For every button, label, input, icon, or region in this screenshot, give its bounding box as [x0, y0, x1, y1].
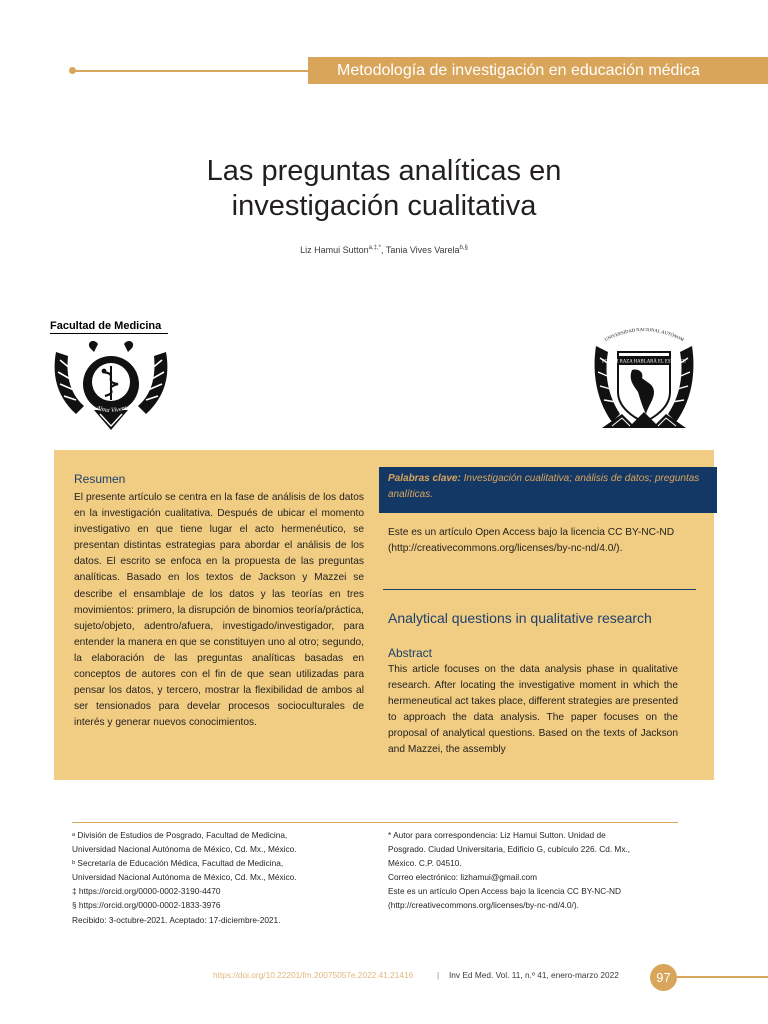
footnote-line: ᵇ Secretaría de Educación Médica, Facultad de Medicina,: [72, 858, 284, 869]
footer-separator: |: [437, 970, 440, 980]
footnote-line: Recibido: 3-octubre-2021. Aceptado: 17-diciembre-2021.: [72, 914, 281, 925]
page-number: 97: [650, 964, 677, 991]
footnote-line: (http://creativecommons.org/licenses/by-nc-nd/4.0/).: [388, 900, 579, 911]
author-list: [0, 245, 768, 255]
keywords-label: Palabras clave:: [388, 473, 461, 484]
section-divider: [383, 589, 696, 590]
abstract-heading: Abstract: [388, 646, 433, 660]
keywords-text: Investigación cualitativa; análisis de datos; preguntas analíticas.: [388, 473, 700, 500]
correspondence-notes: [388, 828, 688, 913]
header-rule: [72, 70, 308, 72]
title-line-2: investigación cualitativa: [231, 190, 537, 222]
footnote-line: * Autor para correspondencia: Liz Hamui Sutton. Unidad de: [388, 830, 606, 840]
unam-motto: POR MI RAZA HABLARÁ EL ESPÍRITU: [602, 359, 686, 365]
author-name: Tania Vives Varela: [385, 245, 460, 255]
faculty-logo-label: Facultad de Medicina: [50, 320, 168, 334]
abstract-text: This article focuses on the data analysis phase in qualitative research. After locating the investigative moment in which the hermeneutical act takes place, different strategies are presented to approach the data analysis. The paper focuses on the proposal of analytical questions. Based on the texts of Jackson and Mazzei, the assembly: [388, 664, 678, 756]
faculty-motto: Alma Vivens: [95, 404, 129, 415]
journal-citation: Inv Ed Med. Vol. 11, n.º 41, enero-marzo 2022: [449, 970, 619, 980]
unam-crest: [592, 322, 696, 440]
footnote-line: Este es un artículo Open Access bajo la licencia CC BY-NC-ND: [388, 886, 622, 897]
footnote-rule: [72, 822, 678, 823]
eagle-caduceus-icon: [50, 334, 172, 438]
author-separator: ,: [380, 245, 386, 255]
footnote-line: ᵃ División de Estudios de Posgrado, Facultad de Medicina,: [72, 830, 288, 840]
title-line-1: Las preguntas analíticas en: [206, 155, 562, 187]
footnote-line: ‡ https://orcid.org/0000-0002-3190-4470: [72, 886, 221, 897]
footnote-line: Universidad Nacional Autónoma de México, Cd. Mx., México.: [72, 872, 297, 883]
resumen-heading: Resumen: [74, 472, 126, 486]
footnote-line: México. C.P. 04510.: [388, 858, 462, 869]
author-marks: b,§: [459, 245, 468, 251]
page-footer: [0, 965, 768, 989]
footnote-line: Posgrado. Ciudad Universitaria, Edificio G, cubículo 226. Cd. Mx.,: [388, 844, 631, 855]
keywords-box: [379, 467, 717, 513]
resumen-text: El presente artículo se centra en la fase de análisis de los datos en la investigación cualitativa. Después de ubicar el momento investigativo en que tiene lugar el acto hermenéutico, se presentan distintas estrategias para abordar el análisis de los datos. El escrito se enfoca en la propuesta de las preguntas analíticas. Basado en los textos de Jackson y Mazzei se describe el ensamblaje de los datos y las teorías en tres movimientos: primero, la disrupción de binomios teoría/práctica, sujeto/objeto, adentro/afuera, investigado/investigador, para entender la manera en que se constituyen uno al otro; segundo, la elaboración de las preguntas analíticas basadas en conceptos de autores con el fin de que sean utilizadas para pensar los datos, y tercero, mostrar la flexibilidad de ambos al ser tensionados para develar procesos socioculturales de interés y generar nuevos conocimientos.: [74, 492, 364, 729]
footnote-line: § https://orcid.org/0000-0002-1833-3976: [72, 900, 221, 911]
header-bullet: [69, 67, 76, 74]
faculty-logo: [50, 320, 172, 442]
section-header: Metodología de investigación en educación médica: [308, 57, 768, 84]
english-title: Analytical questions in qualitative research: [388, 610, 652, 626]
author-marks: a,‡,*: [368, 245, 381, 251]
unam-shield-icon: [592, 322, 696, 440]
doi-link[interactable]: https://doi.org/10.22201/fm.20075057e.2022.41.21416: [213, 970, 414, 980]
open-access-notice: Este es un artículo Open Access bajo la licencia CC BY-NC-ND (http://creativecommons.org/licenses/by-nc-nd/4.0/).: [388, 527, 675, 555]
author-name: Liz Hamui Sutton: [300, 245, 369, 255]
footer-rule: [677, 976, 768, 978]
article-title: [0, 154, 768, 224]
footnote-line: Correo electrónico: lizhamui@gmail.com: [388, 872, 538, 883]
unam-ring-text: UNIVERSIDAD NACIONAL AUTÓNOM: [603, 326, 685, 343]
footnote-line: Universidad Nacional Autónoma de México, Cd. Mx., México.: [72, 844, 297, 855]
affiliation-notes: [72, 828, 372, 927]
svg-text:UNIVERSIDAD NACIONAL AUTÓNOMA: [592, 322, 685, 342]
